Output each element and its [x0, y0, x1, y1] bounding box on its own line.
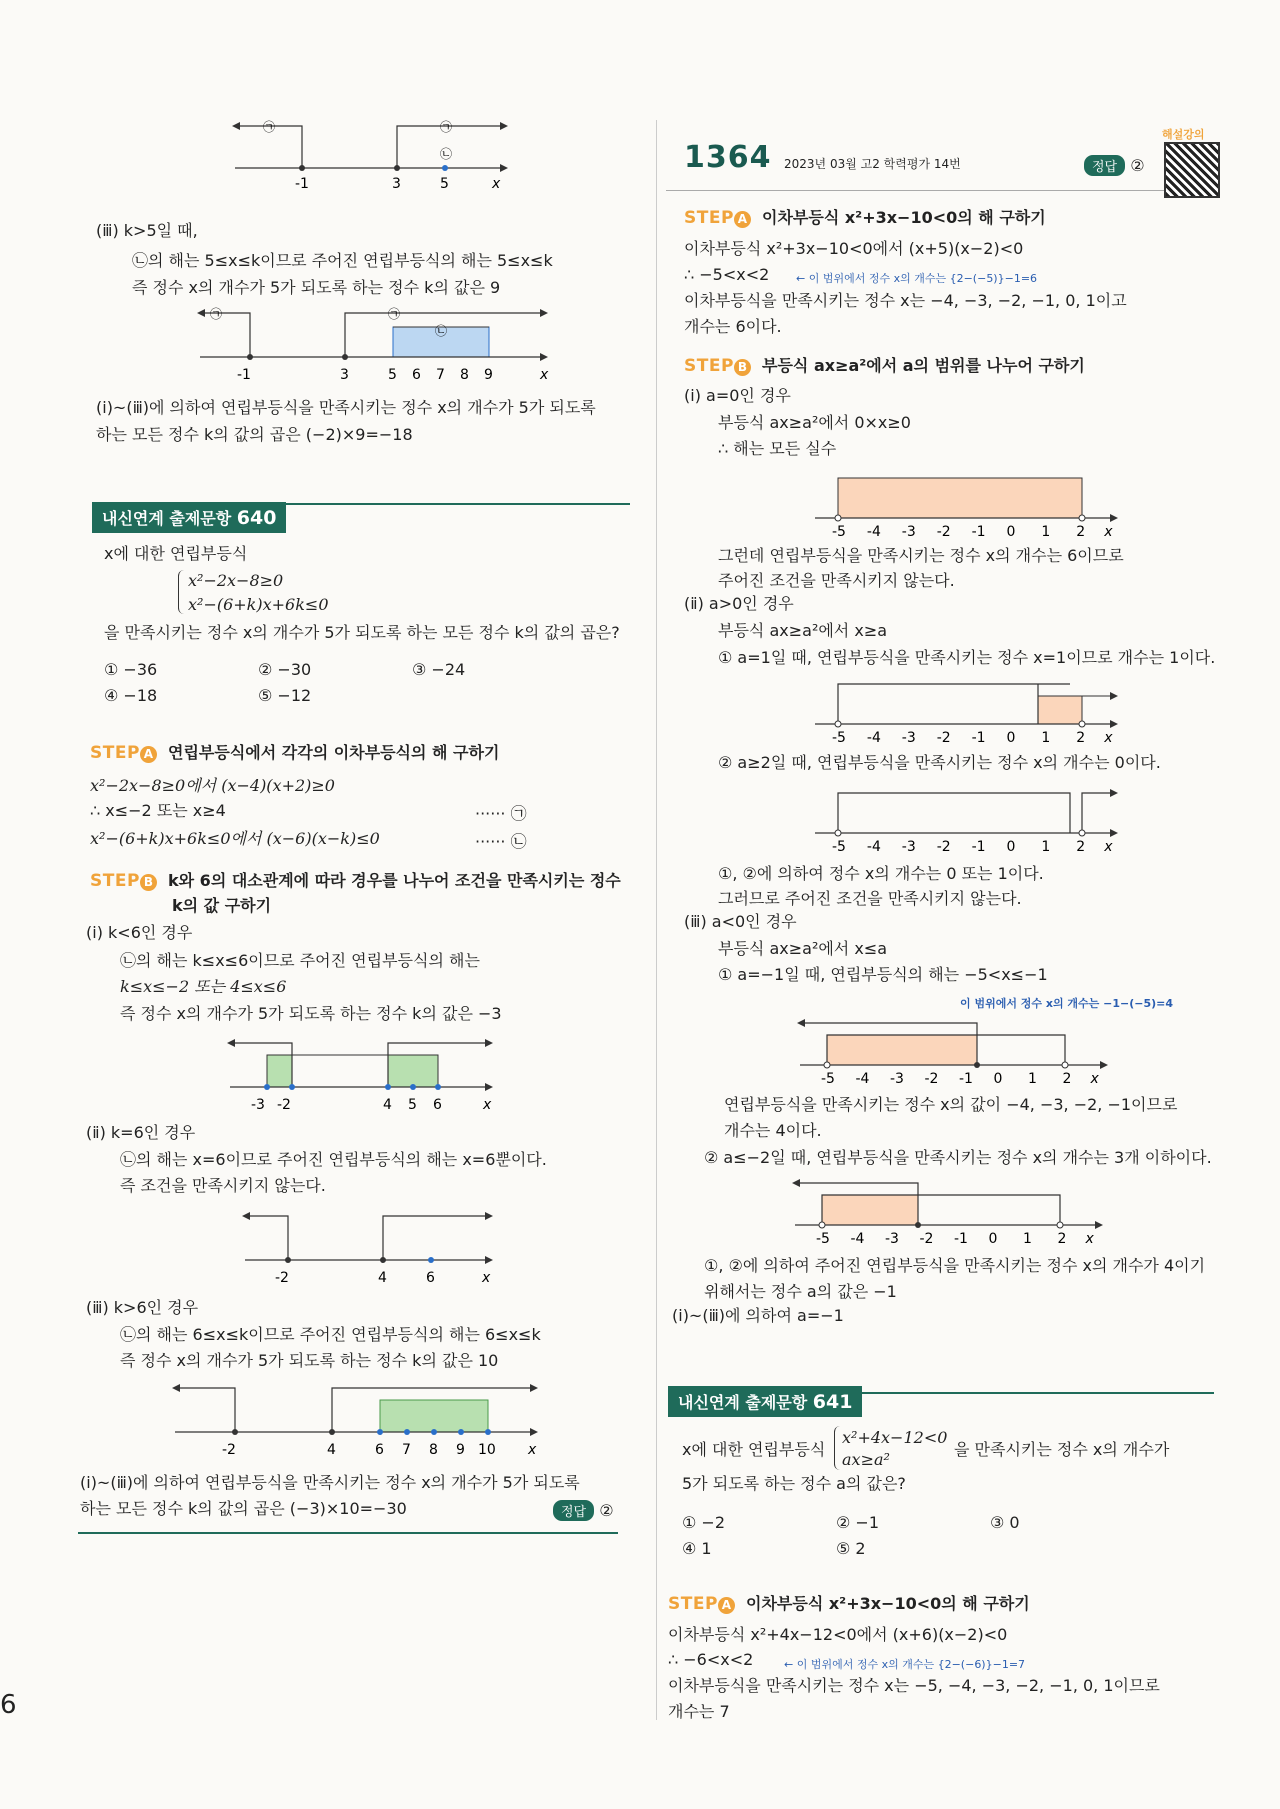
tick-label: 1 [1023, 1231, 1032, 1245]
step-letter: B [734, 359, 751, 376]
tick-label: -2 [919, 1231, 934, 1245]
step-title: k와 6의 대소관계에 따라 경우를 나누어 조건을 만족시키는 정수 [168, 871, 621, 890]
choice-5[interactable]: ⑤ −12 [258, 686, 312, 705]
step-letter: A [734, 211, 751, 228]
answer-left [553, 1500, 614, 1521]
tick-label: 6 [426, 1270, 435, 1286]
step-a-heading [90, 740, 499, 763]
choice-4[interactable]: ④ −18 [104, 686, 158, 705]
tick-label: x [482, 1270, 491, 1286]
r-iii-2: ① a=−1일 때, 연립부등식의 해는 −5<x≤−1 [718, 965, 1048, 984]
divider [78, 1532, 618, 1534]
case3-header: (ⅲ) k>5일 때, [96, 221, 198, 240]
tick-label: -3 [901, 730, 916, 746]
tick-label: x [1104, 730, 1113, 746]
case1-header: (ⅰ) k<6인 경우 [86, 923, 193, 942]
step-title-cont: k의 값 구하기 [172, 896, 272, 915]
tick-label: -2 [924, 1071, 939, 1085]
p641-sys1: x²+4x−12<0 [842, 1428, 948, 1447]
p641-sys2: ax≥a² [842, 1450, 890, 1469]
step-a-heading-641 [668, 1591, 1030, 1614]
page-number: 6 [0, 1690, 17, 1720]
step-title: 연립부등식에서 각각의 이차부등식의 해 구하기 [168, 743, 500, 762]
p641-stem3: 5가 되도록 하는 정수 a의 값은? [682, 1474, 906, 1493]
number-line-c [225, 1035, 505, 1115]
badge-prefix: 내신연계 출제문항 [678, 1393, 808, 1412]
tag-1: ······ ㉠ [475, 804, 527, 823]
r5-ticks [816, 1231, 1095, 1245]
stepA-line1: x²−2x−8≥0에서 (x−4)(x+2)≥0 [90, 776, 335, 795]
tick-label: -2 [936, 524, 951, 540]
tick-label: x [1104, 524, 1113, 540]
tick-label: 10 [478, 1442, 496, 1458]
tick-label: x [540, 367, 549, 383]
tick-label: 0 [988, 1231, 998, 1245]
answer-label: 정답 [1084, 155, 1125, 176]
r-a4: 개수는 6이다. [684, 317, 782, 336]
tick-label: 6 [433, 1097, 442, 1113]
number-line-b [195, 305, 555, 385]
tick-label: 5 [440, 176, 449, 192]
tick-label: -2 [222, 1442, 236, 1458]
r-i-h: (ⅰ) a=0인 경우 [684, 386, 791, 405]
case2-header: (ⅱ) k=6인 경우 [86, 1123, 196, 1142]
region-label: ㉠ [263, 120, 276, 134]
tick-label: 3 [340, 367, 349, 383]
tick-label: 6 [375, 1442, 384, 1458]
tick-label: -5 [832, 839, 846, 855]
tick-label: 2 [1076, 524, 1086, 540]
r-ii-1: 부등식 ax≥a²에서 x≥a [718, 621, 888, 640]
r-a1: 이차부등식 x²+3x−10<0에서 (x+5)(x−2)<0 [684, 239, 1024, 258]
tick-label: 7 [436, 367, 445, 383]
tick-label: 2 [1062, 1071, 1072, 1085]
step-letter: B [140, 874, 157, 891]
tick-label: 2 [1076, 839, 1086, 855]
problem-source: 2023년 03월 고2 학력평가 14번 [784, 157, 961, 171]
tick-label: 8 [460, 367, 469, 383]
r-iii-6: ①, ②에 의하여 주어진 연립부등식을 만족시키는 정수 x의 개수가 4이기 [704, 1256, 1206, 1275]
tick-label: 1 [1041, 524, 1051, 540]
region-label: ㉠ [210, 307, 223, 321]
r-ii-2: ① a=1일 때, 연립부등식을 만족시키는 정수 x=1이므로 개수는 1이다. [718, 648, 1216, 667]
tick-label: x [528, 1442, 537, 1458]
choice-4[interactable]: ④ 1 [682, 1539, 712, 1558]
r-iii-7: 위해서는 정수 a의 값은 −1 [704, 1282, 897, 1301]
final-line1: (ⅰ)~(ⅲ)에 의하여 연립부등식을 만족시키는 정수 x의 개수가 5가 되도록 [80, 1473, 580, 1492]
answer-right [1084, 155, 1145, 176]
r-i-2: ∴ 해는 모든 실수 [718, 439, 837, 458]
tick-label: 9 [484, 367, 493, 383]
number-line-r3 [810, 785, 1130, 855]
step-title: 이차부등식 x²+3x−10<0의 해 구하기 [746, 1594, 1030, 1613]
tick-label: -1 [237, 367, 251, 383]
r-ii-5: 그러므로 주어진 조건을 만족시키지 않는다. [718, 889, 1022, 908]
number-line-r5 [790, 1175, 1120, 1245]
tick-label: 5 [408, 1097, 417, 1113]
region-label: ㉡ [435, 324, 448, 338]
r-iii-h: (ⅲ) a<0인 경우 [684, 912, 797, 931]
stepA-line2: ∴ x≤−2 또는 x≥4 [90, 801, 226, 820]
tick-label: 7 [402, 1442, 411, 1458]
r-ii-h: (ⅱ) a>0인 경우 [684, 594, 794, 613]
step-label: STEP [684, 356, 734, 376]
choice-2[interactable]: ② −1 [836, 1513, 880, 1532]
p641-s2: ∴ −6<x<2 [668, 1650, 754, 1669]
tick-label: x [1104, 839, 1113, 855]
tick-label: x [483, 1097, 492, 1113]
tick-label: -2 [936, 730, 951, 746]
badge-prefix: 내신연계 출제문항 [102, 509, 232, 528]
choice-2[interactable]: ② −30 [258, 660, 312, 679]
answer-value: ② [599, 1501, 614, 1520]
tick-label: 8 [429, 1442, 438, 1458]
tick-label: x [492, 176, 501, 192]
qr-code-icon[interactable] [1164, 142, 1220, 198]
tick-label: 4 [327, 1442, 336, 1458]
tag-2: ······ ㉡ [475, 832, 527, 851]
r1-ticks [832, 524, 1113, 540]
tick-label: -4 [850, 1231, 865, 1245]
tick-label: -3 [901, 524, 916, 540]
p641-s3: 이차부등식을 만족시키는 정수 x는 −5, −4, −3, −2, −1, 0, 1이므로 [668, 1676, 1160, 1695]
p641-stem2: 을 만족시키는 정수 x의 개수가 [954, 1440, 1170, 1459]
step-label: STEP [684, 208, 734, 228]
tick-label: -4 [866, 730, 881, 746]
case1-line1: ㉡의 해는 k≤x≤6이므로 주어진 연립부등식의 해는 [120, 951, 480, 970]
number-line-d [240, 1208, 500, 1288]
step-b-heading-right [684, 353, 1085, 376]
system-eq2: x²−(6+k)x+6k≤0 [188, 595, 329, 614]
case2-line2: 즉 조건을 만족시키지 않는다. [120, 1176, 326, 1195]
r-i-3: 그런데 연립부등식을 만족시키는 정수 x의 개수는 6이므로 [718, 546, 1124, 565]
step-title: 부등식 ax≥a²에서 a의 범위를 나누어 구하기 [762, 356, 1085, 375]
problem-number: 1364 [684, 140, 772, 175]
number-line-r4 [795, 1015, 1125, 1085]
tick-label: -4 [855, 1071, 870, 1085]
step-label: STEP [90, 871, 140, 891]
conclusion-line1: (ⅰ)~(ⅲ)에 의하여 연립부등식을 만족시키는 정수 x의 개수가 5가 되도록 [96, 398, 596, 417]
r-final: (ⅰ)~(ⅲ)에 의하여 a=−1 [672, 1306, 844, 1325]
region-label: ㉡ [440, 147, 453, 161]
tick-label: 0 [1006, 839, 1016, 855]
tick-label: x [1090, 1071, 1099, 1085]
qr-caption: 해설강의 [1162, 128, 1205, 141]
number-line-e [170, 1380, 550, 1460]
r-iii-3: 연립부등식을 만족시키는 정수 x의 값이 −4, −3, −2, −1이므로 [724, 1095, 1178, 1114]
number-line-r1 [810, 470, 1130, 540]
number-line-r2 [810, 676, 1130, 746]
r-a3: 이차부등식을 만족시키는 정수 x는 −4, −3, −2, −1, 0, 1이고 [684, 291, 1127, 310]
tick-label: -1 [971, 524, 986, 540]
choice-1[interactable]: ① −2 [682, 1513, 726, 1532]
r-iii-1: 부등식 ax≥a²에서 x≤a [718, 939, 888, 958]
r-a2: ∴ −5<x<2 [684, 265, 770, 284]
badge-number: 640 [236, 507, 277, 529]
r3-ticks [832, 839, 1113, 855]
tick-label: -3 [901, 839, 916, 855]
r-a2-note: ← 이 범위에서 정수 x의 개수는 {2−(−5)}−1=6 [796, 272, 1038, 285]
tick-label: -5 [816, 1231, 830, 1245]
tick-label: -5 [821, 1071, 835, 1085]
tick-label: -1 [295, 176, 309, 192]
stepA-line3: x²−(6+k)x+6k≤0에서 (x−6)(x−k)≤0 [90, 829, 380, 848]
p641-s1: 이차부등식 x²+4x−12<0에서 (x+6)(x−2)<0 [668, 1625, 1008, 1644]
case1-line3: 즉 정수 x의 개수가 5가 되도록 하는 정수 k의 값은 −3 [120, 1004, 502, 1023]
tick-label: 9 [456, 1442, 465, 1458]
tick-label: 1 [1041, 730, 1051, 746]
tick-label: 4 [378, 1270, 387, 1286]
r-iii-2-note: 이 범위에서 정수 x의 개수는 −1−(−5)=4 [960, 997, 1174, 1010]
r2-ticks [832, 730, 1113, 746]
problem-640-badge [92, 502, 286, 533]
p641-s4: 개수는 7 [668, 1702, 730, 1721]
tick-label: 1 [1041, 839, 1051, 855]
tick-label: 6 [412, 367, 421, 383]
tick-label: -2 [277, 1097, 291, 1113]
region-label: ㉠ [388, 307, 401, 321]
tick-label: -3 [885, 1231, 899, 1245]
tick-label: -5 [832, 524, 846, 540]
tick-label: -2 [275, 1270, 289, 1286]
step-label: STEP [90, 743, 140, 763]
tick-label: x [1085, 1231, 1094, 1245]
region-label: ㉠ [440, 120, 453, 134]
tick-label: -1 [971, 730, 986, 746]
tick-label: 0 [1006, 730, 1016, 746]
p641-stem1: x에 대한 연립부등식 [682, 1440, 826, 1459]
r-ii-4: ①, ②에 의하여 정수 x의 개수는 0 또는 1이다. [718, 864, 1044, 883]
step-letter: A [718, 1597, 735, 1614]
conclusion-line2: 하는 모든 정수 k의 값의 곱은 (−2)×9=−18 [96, 425, 413, 444]
tick-label: -1 [954, 1231, 968, 1245]
step-letter: A [140, 746, 157, 763]
tick-label: 0 [1006, 524, 1016, 540]
tick-label: 2 [1076, 730, 1086, 746]
step-label: STEP [668, 1594, 718, 1614]
system-brace [178, 570, 185, 614]
choice-5[interactable]: ⑤ 2 [836, 1539, 866, 1558]
tick-label: -4 [866, 524, 881, 540]
tick-label: -3 [890, 1071, 904, 1085]
tick-label: -1 [959, 1071, 973, 1085]
tick-label: 5 [388, 367, 397, 383]
step-b-heading [90, 868, 621, 891]
tick-label: 1 [1028, 1071, 1037, 1085]
r-i-4: 주어진 조건을 만족시키지 않는다. [718, 571, 955, 590]
r-iii-4: 개수는 4이다. [724, 1121, 822, 1140]
r-iii-5: ② a≤−2일 때, 연립부등식을 만족시키는 정수 x의 개수는 3개 이하이다. [704, 1148, 1212, 1167]
case3-header-b: (ⅲ) k>6인 경우 [86, 1298, 199, 1317]
step-title: 이차부등식 x²+3x−10<0의 해 구하기 [762, 208, 1046, 227]
divider [666, 190, 1216, 191]
case2-line1: ㉡의 해는 x=6이므로 주어진 연립부등식의 해는 x=6뿐이다. [120, 1150, 547, 1169]
tick-label: 2 [1057, 1231, 1067, 1245]
answer-label: 정답 [553, 1500, 594, 1521]
tick-label: 0 [993, 1071, 1003, 1085]
case3-line1: ㉡의 해는 5≤x≤k이므로 주어진 연립부등식의 해는 5≤x≤k [132, 251, 553, 270]
tick-label: -5 [832, 730, 846, 746]
step-a-heading-right [684, 205, 1046, 228]
r-ii-3: ② a≥2일 때, 연립부등식을 만족시키는 정수 x의 개수는 0이다. [718, 753, 1161, 772]
case1-line2: k≤x≤−2 또는 4≤x≤6 [120, 977, 287, 996]
answer-value: ② [1130, 156, 1145, 175]
column-divider [656, 120, 657, 1720]
case3b-line2: 즉 정수 x의 개수가 5가 되도록 하는 정수 k의 값은 10 [120, 1351, 499, 1370]
system-brace [834, 1426, 841, 1470]
tick-label: -4 [866, 839, 881, 855]
choice-1[interactable]: ① −36 [104, 660, 158, 679]
case3-line2: 즉 정수 x의 개수가 5가 되도록 하는 정수 k의 값은 9 [132, 278, 501, 297]
problem-640-stem1: x에 대한 연립부등식 [104, 544, 248, 563]
tick-label: 3 [392, 176, 401, 192]
p641-s2-note: ← 이 범위에서 정수 x의 개수는 {2−(−6)}−1=7 [784, 1658, 1026, 1671]
problem-641-badge [668, 1386, 862, 1417]
tick-label: -3 [251, 1097, 265, 1113]
final-line2: 하는 모든 정수 k의 값의 곱은 (−3)×10=−30 [80, 1499, 407, 1518]
tick-label: -2 [936, 839, 951, 855]
r-i-1: 부등식 ax≥a²에서 0×x≥0 [718, 413, 911, 432]
tick-label: 4 [383, 1097, 392, 1113]
choice-3[interactable]: ③ −24 [412, 660, 466, 679]
tick-label: -1 [971, 839, 986, 855]
badge-number: 641 [812, 1391, 853, 1413]
system-eq1: x²−2x−8≥0 [188, 571, 284, 590]
choice-3[interactable]: ③ 0 [990, 1513, 1020, 1532]
r4-ticks [821, 1071, 1100, 1085]
case3b-line1: ㉡의 해는 6≤x≤k이므로 주어진 연립부등식의 해는 6≤x≤k [120, 1325, 541, 1344]
problem-640-stem2: 을 만족시키는 정수 x의 개수가 5가 되도록 하는 모든 정수 k의 값의 곱은? [104, 623, 620, 642]
number-line-a [230, 118, 530, 198]
